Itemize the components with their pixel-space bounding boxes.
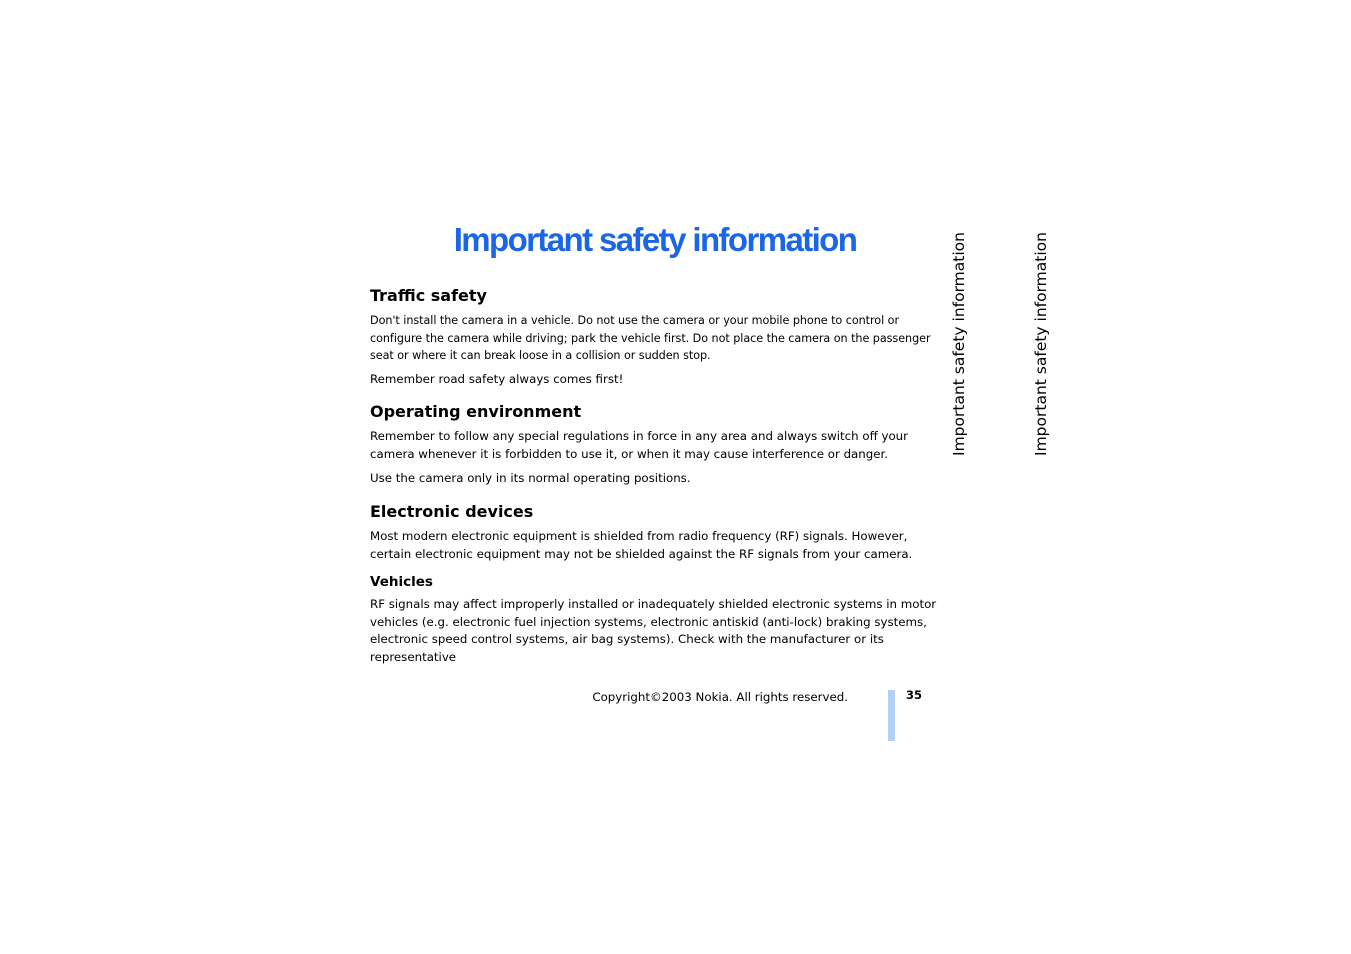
paragraph-traffic-1: Don't install the camera in a vehicle. Do not use the camera or your mobile phone to control or configure the camera while driving; park the vehicle first. Do not place the camera on the passenger seat or where it can break loose in a collision or sudden stop.: [370, 314, 931, 362]
paragraph-vehicles-1: RF signals may affect improperly installed or inadequately shielded electronic systems in motor vehicles (e.g. electronic fuel injection systems, electronic antiskid (anti-lock) braking systems, electronic speed control systems, air bag systems). Check with the manufacturer or its representative: [370, 597, 937, 664]
section-heading-electronic-devices: Electronic devices: [370, 502, 534, 521]
paragraph-operating-1: Remember to follow any special regulations in force in any area and always switch off your camera whenever it is forbidden to use it, or when it may cause interference or danger.: [370, 429, 909, 461]
section-electronic-devices: [370, 500, 940, 561]
side-tab-label: Important safety information: [950, 232, 968, 456]
page-number: 35: [906, 688, 923, 702]
section-operating-environment: [370, 400, 940, 485]
side-tab-label-secondary: Important safety information: [1032, 232, 1050, 456]
footer-accent-bar: [888, 690, 895, 741]
paragraph-operating-2: Use the camera only in its normal operating positions.: [370, 471, 691, 485]
page-title: Important safety information: [453, 221, 857, 258]
section-vehicles: [370, 572, 940, 664]
section-traffic-safety: [370, 284, 931, 386]
paragraph-traffic-2: Remember road safety always comes first!: [370, 372, 624, 386]
subsection-heading-vehicles: Vehicles: [370, 574, 433, 590]
paragraph-electronic-1: Most modern electronic equipment is shielded from radio frequency (RF) signals. However, certain electronic equipment may not be shielded against the RF signals from your camera.: [370, 529, 913, 561]
footer-copyright: Copyright©2003 Nokia. All rights reserved.: [592, 690, 848, 704]
section-heading-traffic-safety: Traffic safety: [370, 286, 487, 305]
section-heading-operating-environment: Operating environment: [370, 402, 582, 421]
